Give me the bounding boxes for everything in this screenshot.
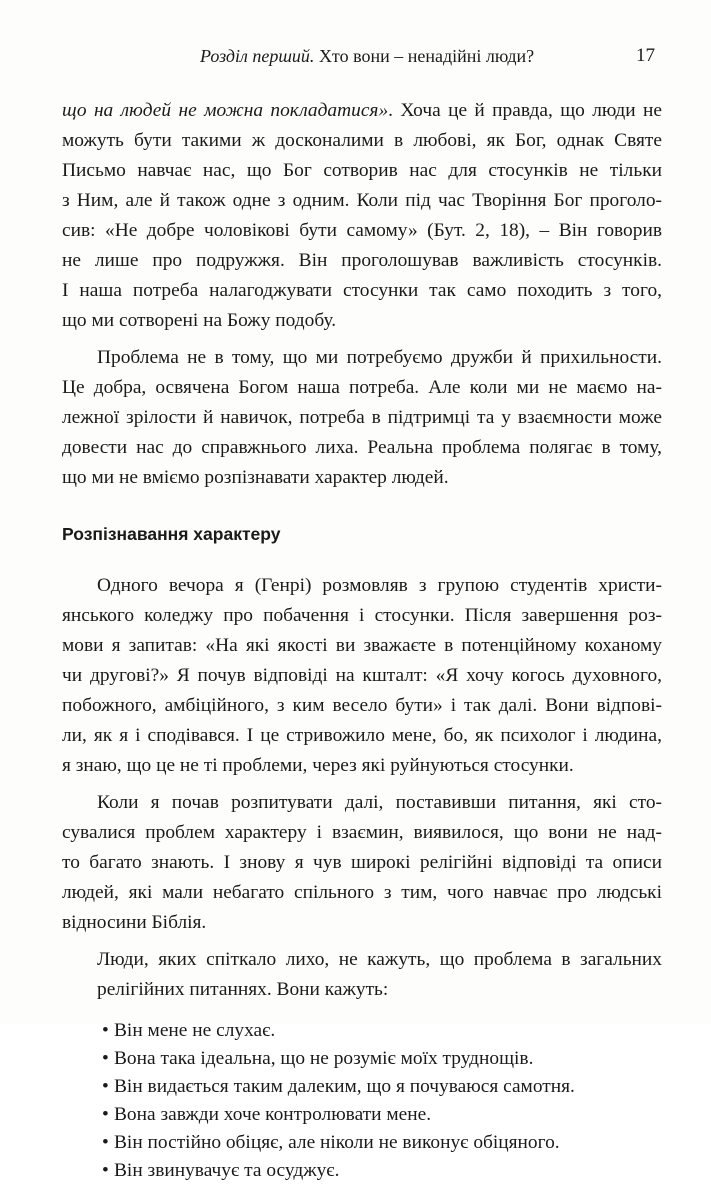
paragraph-line: Люди, яких спіткало лихо, не кажуть, що проблема в загальних (97, 949, 662, 970)
paragraph-line: що на людей не можна покладатися». Хоча це й правда, що люди не (62, 100, 662, 121)
paragraph-line: сив: «Не добре чоловікові бути самому» (Бут. 2, 18), – Він говорив (62, 220, 662, 241)
paragraph-2 (62, 343, 662, 493)
page-number: 17 (636, 45, 655, 66)
running-head-title: Хто вони – ненадійні люди? (314, 46, 535, 66)
list-item-text: Він постійно обіцяє, але ніколи не виконує обіцяного. (114, 1132, 560, 1153)
paragraph-line: Це добра, освячена Богом наша потреба. Але коли ми не маємо на- (62, 377, 662, 398)
bullet-marker: • (102, 1104, 109, 1125)
list-item (62, 1129, 662, 1157)
list-item (62, 1101, 662, 1129)
paragraph-line: Письмо навчає нас, що Бог сотворив нас для стосунків не тільки (62, 160, 662, 181)
section-heading: Розпізнавання характеру (62, 524, 281, 544)
paragraph-line: я знаю, що це не ті проблеми, через які руйнуються стосунки. (62, 755, 574, 776)
list-item-text: Він мене не слухає. (114, 1020, 276, 1041)
list-item-text: Він видається таким далеким, що я почуваюся самотня. (114, 1076, 575, 1097)
paragraph-line: лежної зрілости й навичок, потреба в підтримці та у взаємности може (62, 407, 662, 428)
paragraph-line: Одного вечора я (Генрі) розмовляв з групою студентів христи- (97, 575, 662, 596)
paragraph-line: відносини Біблія. (62, 912, 207, 933)
paragraph-1 (62, 96, 662, 336)
body-text (62, 96, 662, 1185)
list-item (62, 1045, 662, 1073)
paragraph-line: сувалися проблем характеру і взаємин, виявилося, що вони не над- (62, 822, 662, 843)
list-item-text: Вона завжди хоче контролювати мене. (114, 1104, 432, 1125)
paragraph-line: релігійних питаннях. Вони кажуть: (97, 979, 389, 1000)
bullet-marker: • (102, 1132, 109, 1153)
paragraph-line: людей, які мали небагато спільного з тим, чого навчає про людські (62, 882, 662, 903)
paragraph-line: янського коледжу про побачення і стосунки. Після завершення роз- (62, 605, 662, 626)
list-item (62, 1017, 662, 1045)
paragraph-line: що ми не вміємо розпізнавати характер людей. (62, 467, 449, 488)
paragraph-line: то багато знають. І знову я чув широкі релігійні відповіді та описи (62, 852, 662, 873)
paragraph-4 (62, 788, 662, 938)
paragraph-3 (62, 571, 662, 781)
running-head (200, 44, 630, 68)
paragraph-line: ли, як я і сподівався. І це стривожило мене, бо, як психолог і людина, (62, 725, 662, 746)
paragraph-line: Проблема не в тому, що ми потребуємо дружби й прихильности. (97, 347, 662, 368)
paragraph-line: побожного, амбіційного, з ким весело бути» і так далі. Вони відпові- (62, 695, 662, 716)
paragraph-line: можуть бути такими ж досконалими в любові, як Бог, однак Святе (62, 130, 662, 151)
complaint-list (62, 1017, 662, 1185)
bullet-marker: • (102, 1020, 109, 1041)
paragraph-line: чи другові?» Я почув відповіді на кшталт: «Я хочу когось духовного, (62, 665, 662, 686)
paragraph-line: Коли я почав розпитувати далі, поставивши питання, які сто- (97, 792, 662, 813)
italic-quote-end: що на людей не можна покладатися» (62, 100, 389, 121)
paragraph-line: І наша потреба налагоджувати стосунки так само походить з того, (62, 280, 662, 301)
running-head-chapter: Розділ перший. (200, 46, 315, 66)
paragraph-line: з Ним, але й також одне з одним. Коли під час Творіння Бог проголо- (62, 190, 662, 211)
bullet-marker: • (102, 1048, 109, 1069)
paragraph-line: не лише про подружжя. Він проголошував важливість стосунків. (62, 250, 662, 271)
bullet-marker: • (102, 1076, 109, 1097)
paragraph-line: довести нас до справжнього лиха. Реальна проблема полягає в тому, (62, 437, 662, 458)
paragraph-line: що ми сотворені на Божу подобу. (62, 310, 337, 331)
paragraph-line: мови я запитав: «На які якості ви зважаєте в потенційному коханому (62, 635, 662, 656)
list-item-text: Він звинувачує та осуджує. (114, 1160, 340, 1181)
list-item (62, 1073, 662, 1101)
paragraph-5 (62, 945, 662, 1005)
list-item (62, 1157, 662, 1185)
list-item-text: Вона така ідеальна, що не розуміє моїх труднощів. (114, 1048, 534, 1069)
bullet-marker: • (102, 1160, 109, 1181)
